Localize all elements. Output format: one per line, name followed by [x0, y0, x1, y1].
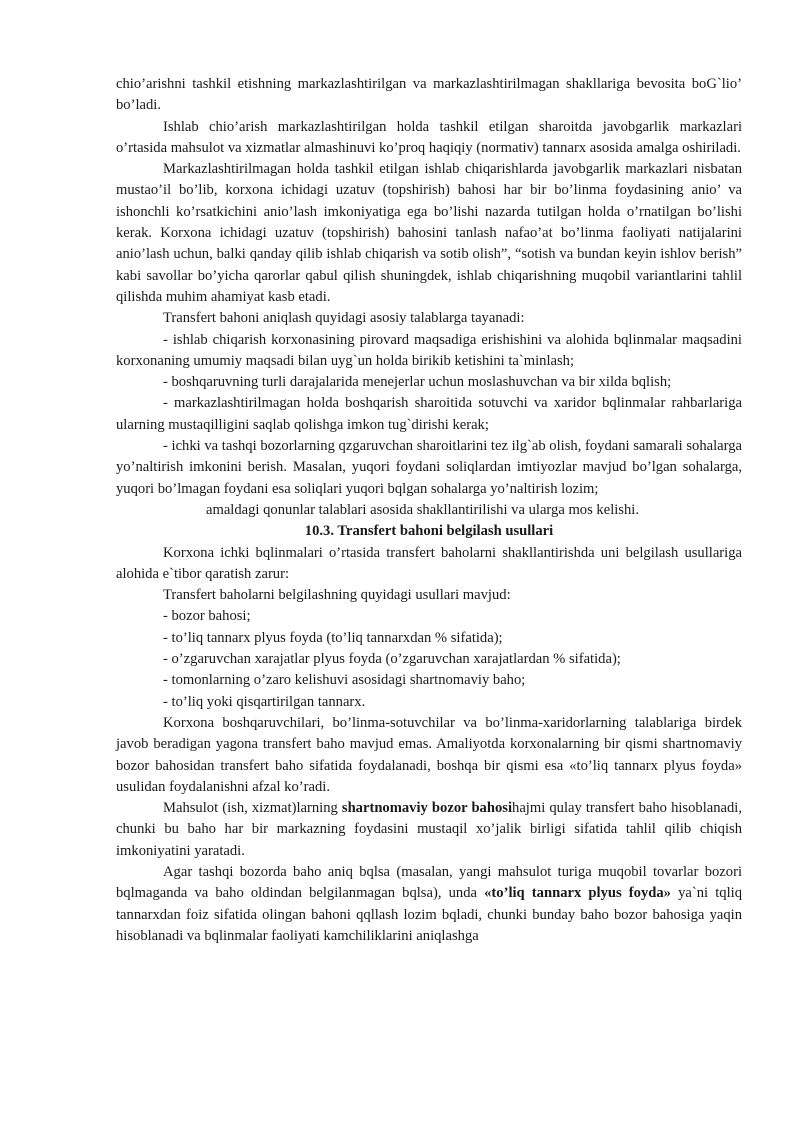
contract-price-rest: hajmi qulay transfert baho hisoblanadi, chunki bu baho har bir markazning foydasini mustaqil xo’jalik birligi sifatida tahlil qilib chiqish imkoniyatini yaratadi. — [116, 800, 742, 859]
method-item-4: - tomonlarning o’zaro kelishuvi asosidagi shartnomaviy baho; — [163, 672, 526, 689]
full-cost-rest: ya`ni tqliq tannarxdan foiz sifatida olingan bahoni qqllash lozim bqladi, chunki bunday baho bozor bahosiga yaqin hisoblanadi va bqlinmalar faoliyati kamchiliklarini aniqlashga — [116, 885, 743, 944]
paragraph-decentralized: Markazlashtirilmagan holda tashkil etilgan ishlab chiqarishlarda javobgarlik markazlari nisbatan mustao’il bo’lib, korxona ichidagi uzatuv (topshirish) bahosi har bir bo’linma foydasining anio’ va ishonchli ko’rsatkichini anio’lash imkoniyatiga ega bo’lishi nazarda tutilgan holda o’rnatilgan bo’lishi kerak. Korxona ichidagi uzatuv (topshirish) bahosini tanlash nafao’at bo’linma faoliyati natijalarini anio’lash uchun, balki qanday qilib ishlab chiqarish va sotib olish”, “sotish va bundan keyin ishlov berish” kabi savollar bo’yicha qarorlar qabul qilish shuningdek, ishlab chiqarishning muqobil variantlarini tahlil qilishda muhim ahamiyat kasb etadi. — [116, 161, 742, 305]
method-item-2: - to’liq tannarx plyus foyda (to’liq tannarxdan % sifatida); — [163, 629, 503, 646]
requirement-item-1: - ishlab chiqarish korxonasining pirovard maqsadiga erishishini va alohida bqlinmalar maqsadini korxonaning umumiy maqsadi bilan uyg`un holda birikib ketishini ta`minlash; — [116, 331, 742, 369]
contract-price-bold: shartnomaviy bozor bahosi — [341, 800, 513, 817]
paragraph-contract-price — [116, 798, 742, 862]
requirement-item-5: amaldagi qonunlar talablari asosida shakllantirilishi va ularga mos kelishi. — [206, 501, 639, 518]
requirement-item-3: - markazlashtirilmagan holda boshqarish sharoitida sotuvchi va xaridor bqlinmalar rahbarlariga ularning mustaqilligini saqlab qolishga imkon tug`dirishi kerak; — [116, 395, 742, 433]
method-item-5: - to’liq yoki qisqartirilgan tannarx. — [163, 693, 366, 710]
document-body — [116, 74, 742, 947]
paragraph-centralized: Ishlab chio’arish markazlashtirilgan holda tashkil etilgan sharoitda javobgarlik markazlari o’rtasida mahsulot va xizmatlar almashinuvi ko’proq haqiqiy (normativ) tannarx asosida amalga oshiriladi. — [116, 118, 742, 156]
paragraph-methods-intro: Korxona ichki bqlinmalari o’rtasida transfert baholarni shakllantirishda uni belgilash usullariga alohida e`tibor qaratish zarur: — [116, 544, 742, 582]
requirement-item-2: - boshqaruvning turli darajalarida menejerlar uchun moslashuvchan va bir xilda bqlish; — [163, 374, 672, 391]
full-cost-lead: Agar tashqi bozorda baho aniq bqlsa (masalan, yangi mahsulot turiga muqobil tovarlar bozori bqlmaganda va baho oldindan belgilanmagan bqlsa), unda — [116, 863, 742, 902]
method-item-3: - o’zgaruvchan xarajatlar plyus foyda (o’zgaruvchan xarajatlardan % sifatida); — [163, 651, 621, 668]
paragraph-no-single-price: Korxona boshqaruvchilari, bo’linma-sotuvchilar va bo’linma-xaridorlarning talablariga birdek javob beradigan yagona transfert baho mavjud emas. Amaliyotda korxonalarning bir qismi shartnomaviy bozor bahosidan transfert baho sifatida foydalanadi, boshqa bir qismi esa «to’liq tannarx plyus foyda» usulidan foydalanishni afzal ko’radi. — [116, 714, 742, 795]
contract-price-lead: Mahsulot (ish, xizmat)larning — [163, 800, 342, 817]
paragraph-full-cost-plus — [116, 862, 742, 947]
paragraph-continuation: chio’arishni tashkil etishning markazlashtirilgan va markazlashtirilmagan shakllariga bevosita boG`lio’ bo’ladi. — [116, 76, 742, 114]
method-item-1: - bozor bahosi; — [163, 608, 251, 625]
requirement-item-4: - ichki va tashqi bozorlarning qzgaruvchan sharoitlarini tez ilg`ab olish, foydani samarali sohalarga yo’naltirish imkonini berish. Masalan, yuqori foydani soliqlardan imtiyozlar mavjud bo’lgan sohalarga, yuqori bo’lmagan foydani esa soliqlari yuqori bqlgan sohalarga yo’naltirish lozim; — [116, 438, 742, 497]
paragraph-methods-list-intro: Transfert baholarni belgilashning quyidagi usullari mavjud: — [163, 587, 511, 604]
full-cost-bold: «to’liq tannarx plyus foyda» — [484, 885, 671, 902]
section-heading: 10.3. Transfert bahoni belgilash usullari — [304, 523, 554, 540]
paragraph-requirements-intro: Transfert bahoni aniqlash quyidagi asosiy talablarga tayanadi: — [163, 310, 525, 327]
